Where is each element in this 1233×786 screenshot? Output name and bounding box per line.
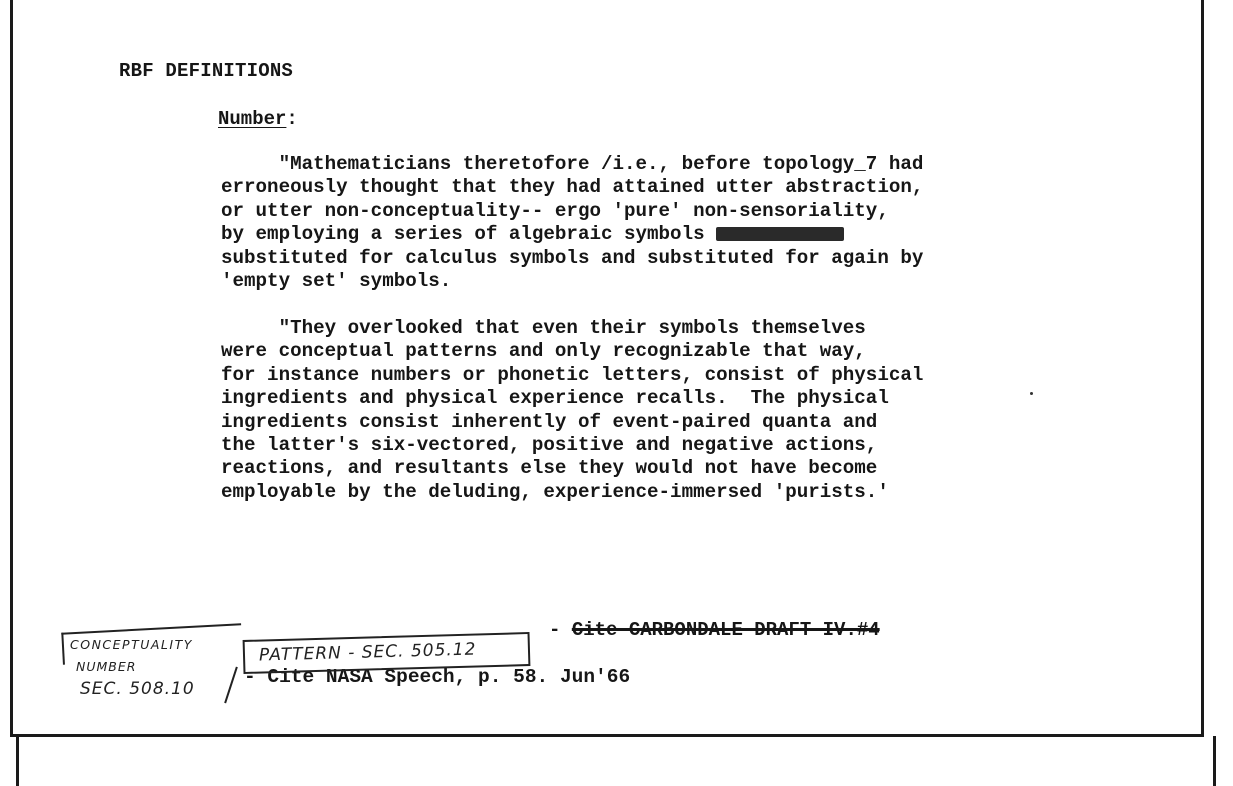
handwritten-pattern-ref: PATTERN - SEC. 505.12 <box>258 639 477 666</box>
quote-p1-line-6: 'empty set' symbols. <box>221 270 452 293</box>
struck-dash: - <box>549 619 572 641</box>
stray-mark <box>1030 392 1033 395</box>
handwritten-number: NUMBER <box>76 659 137 674</box>
quote-p1-line-1: "Mathematicians theretofore /i.e., before topology_7 had <box>221 153 924 175</box>
redaction-mark <box>716 227 844 241</box>
card-heading: RBF DEFINITIONS <box>119 60 294 82</box>
quote-paragraph-2: "They overlooked that even their symbols themselves were conceptual patterns and only recognizable that way, for instance numbers or phonetic letters, consist of physical ingredients and physical experience recalls. The physical ingredients consist inherently of event-paired quanta and the latter's six-vectored, positive and negative actions, reactions, and resultants else they would not have become employable by the deluding, experience-immersed 'purists.' <box>221 317 924 503</box>
quote-p1-line-2: erroneously thought that they had attained utter abstraction, <box>221 176 924 199</box>
handwritten-conceptuality: CONCEPTUALITY <box>70 637 193 652</box>
quote-p1-line-3: or utter non-conceptuality-- ergo 'pure' non-sensoriality, <box>221 199 889 222</box>
quote-p1-line-4: by employing a series of algebraic symbols <box>221 223 705 246</box>
source-citation: - Cite NASA Speech, p. 58. Jun'66 <box>244 666 631 688</box>
definition-term <box>218 108 298 130</box>
handwritten-section-ref: SEC. 508.10 <box>80 679 195 699</box>
quote-p1-line-5: substituted for calculus symbols and substituted for again by <box>221 246 924 269</box>
term-colon: : <box>286 108 298 130</box>
term-label: Number <box>218 108 287 130</box>
next-card-edge <box>16 736 1216 786</box>
quote-paragraph-1 <box>221 153 923 293</box>
struck-citation-text: Cite CARBONDALE DRAFT IV.#4 <box>571 619 880 641</box>
struck-citation <box>549 619 880 641</box>
